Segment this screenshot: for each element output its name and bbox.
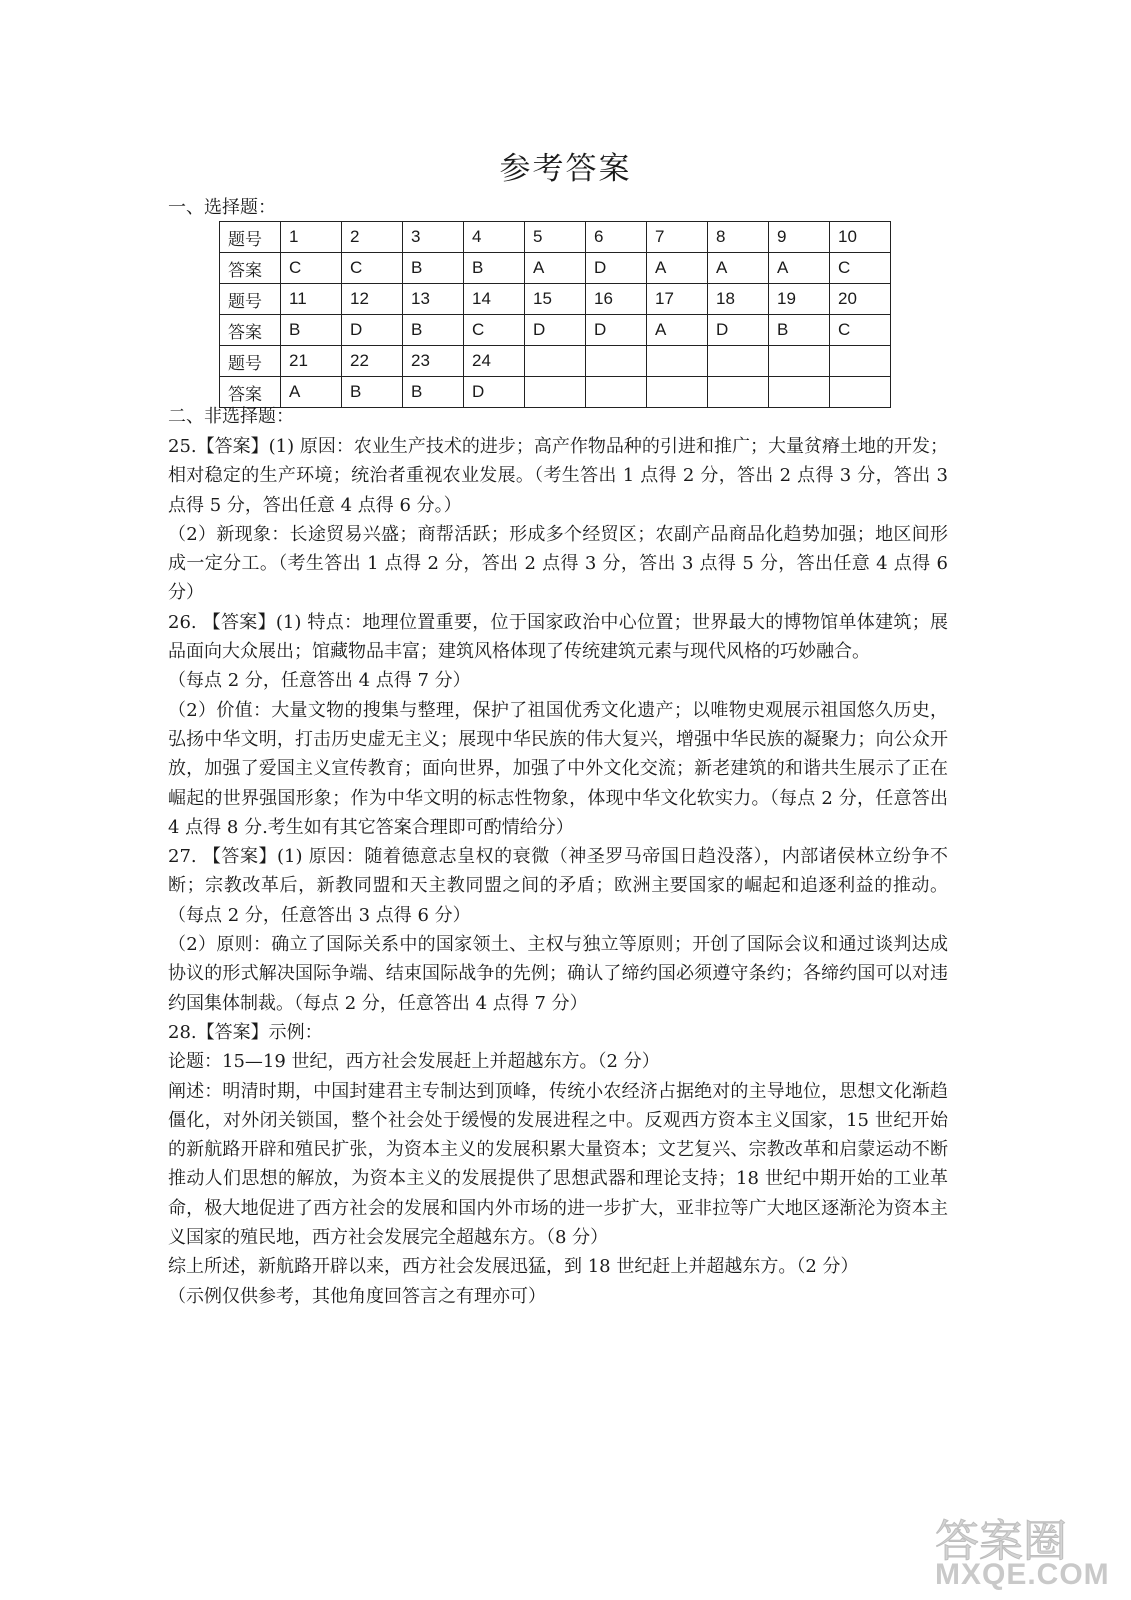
table-cell: 9: [769, 222, 830, 253]
paragraph-26-2: （2）价值：大量文物的搜集与整理，保护了祖国优秀文化遗产；以唯物史观展示祖国悠久历史，弘扬中华文明，打击历史虚无主义；展现中华民族的伟大复兴，增强中华民族的凝聚力；向公众开放，加强了爱国主义宣传教育；面向世界，加强了中外文化交流；新老建筑的和谐共生展示了正在崛起的世界强国形象；作为中华文明的标志性物象，体现中华文化软实力。（每点 2 分，任意答出 4 点得 8 分.考生如有其它答案合理即可酌情给分）: [168, 699, 948, 838]
table-cell: 24: [464, 346, 525, 377]
table-cell: 20: [830, 284, 891, 315]
table-cell: 21: [281, 346, 342, 377]
table-cell: D: [708, 315, 769, 346]
table-cell: 19: [769, 284, 830, 315]
table-cell: D: [464, 377, 525, 408]
table-cell: C: [830, 315, 891, 346]
table-row-header: 答案: [220, 377, 281, 408]
table-cell: 11: [281, 284, 342, 315]
paragraph-27-2: （2）原则：确立了国际关系中的国家领土、主权与独立等原则；开创了国际会议和通过谈判达成协议的形式解决国际争端、结束国际战争的先例；确认了缔约国必须遵守条约；各缔约国可以对违约国集体制裁。（每点 2 分，任意答出 4 点得 7 分）: [168, 934, 948, 1014]
table-cell: 5: [525, 222, 586, 253]
table-cell: 8: [708, 222, 769, 253]
table-cell: 10: [830, 222, 891, 253]
paragraph-28-argument: 阐述：明清时期，中国封建君主专制达到顶峰，传统小农经济占据绝对的主导地位，思想文化渐趋僵化，对外闭关锁国，整个社会处于缓慢的发展进程之中。反观西方资本主义国家，15 世纪开始的新航路开辟和殖民扩张，为资本主义的发展积累大量资本；文艺复兴、宗教改革和启蒙运动不断推动人们思想的解放，为资本主义的发展提供了思想武器和理论支持；18 世纪中期开始的工业革命，极大地促进了西方社会的发展和国内外市场的进一步扩大，亚非拉等广大地区逐渐沦为资本主义国家的殖民地，西方社会发展完全超越东方。（8 分）: [168, 1080, 948, 1249]
paragraph-26-1-score: （每点 2 分，任意答出 4 点得 7 分）: [168, 670, 471, 692]
table-cell: 2: [342, 222, 403, 253]
table-cell: C: [281, 253, 342, 284]
table-cell: 18: [708, 284, 769, 315]
table-cell: 12: [342, 284, 403, 315]
answer-table: [219, 221, 891, 408]
table-cell: 6: [586, 222, 647, 253]
table-row: [220, 377, 891, 408]
table-cell: [830, 346, 891, 377]
table-cell: 23: [403, 346, 464, 377]
table-row: [220, 346, 891, 377]
table-cell: C: [830, 253, 891, 284]
table-cell: C: [464, 315, 525, 346]
table-row: [220, 315, 891, 346]
table-cell: 13: [403, 284, 464, 315]
table-cell: [769, 377, 830, 408]
watermark-url: MXQE.COM: [935, 1558, 1110, 1591]
table-cell: 16: [586, 284, 647, 315]
page-title: 参考答案: [499, 151, 632, 187]
table-cell: D: [342, 315, 403, 346]
table-cell: [769, 346, 830, 377]
table-row-header: 题号: [220, 222, 281, 253]
table-row-header: 题号: [220, 284, 281, 315]
table-cell: D: [586, 253, 647, 284]
table-cell: 7: [647, 222, 708, 253]
table-cell: D: [525, 315, 586, 346]
table-cell: A: [525, 253, 586, 284]
table-cell: B: [464, 253, 525, 284]
section-heading-nonchoice: 二、非选择题：: [168, 406, 294, 427]
table-cell: B: [403, 377, 464, 408]
svg-text:答案圈: 答案圈: [935, 1516, 1067, 1567]
table-cell: B: [403, 315, 464, 346]
table-cell: [830, 377, 891, 408]
table-row: [220, 284, 891, 315]
table-cell: [525, 377, 586, 408]
paragraph-26-1: 26. 【答案】(1) 特点：地理位置重要，位于国家政治中心位置；世界最大的博物馆单体建筑；展品面向大众展出；馆藏物品丰富；建筑风格体现了传统建筑元素与现代风格的巧妙融合。: [168, 611, 948, 663]
table-cell: 4: [464, 222, 525, 253]
table-row-header: 答案: [220, 315, 281, 346]
table-cell: 1: [281, 222, 342, 253]
paragraph-25-2: （2）新现象：长途贸易兴盛；商帮活跃；形成多个经贸区；农副产品商品化趋势加强；地区间形成一定分工。（考生答出 1 点得 2 分，答出 2 点得 3 分，答出 3 点得 5 分，答出任意 4 点得 6 分）: [168, 523, 948, 604]
answer-body: [168, 432, 948, 1311]
table-cell: B: [403, 253, 464, 284]
table-cell: 17: [647, 284, 708, 315]
table-cell: 22: [342, 346, 403, 377]
table-cell: B: [281, 315, 342, 346]
table-cell: B: [342, 377, 403, 408]
table-cell: C: [342, 253, 403, 284]
table-cell: A: [708, 253, 769, 284]
table-row-header: 题号: [220, 346, 281, 377]
table-cell: [525, 346, 586, 377]
table-row-header: 答案: [220, 253, 281, 284]
table-cell: [647, 346, 708, 377]
paragraph-28-header: 28.【答案】示例：: [168, 1021, 323, 1043]
table-cell: [708, 346, 769, 377]
table-cell: B: [769, 315, 830, 346]
table-cell: A: [647, 253, 708, 284]
paragraph-25-1: 25.【答案】(1) 原因：农业生产技术的进步；高产作物品种的引进和推广；大量贫瘠土地的开发；相对稳定的生产环境；统治者重视农业发展。（考生答出 1 点得 2 分，答出 2 点得 3 分，答出 3 点得 5 分，答出任意 4 点得 6 分。）: [168, 436, 948, 516]
paragraph-28-conclusion: 综上所述，新航路开辟以来，西方社会发展迅猛，到 18 世纪赶上并超越东方。（2 分）: [168, 1256, 859, 1278]
table-cell: D: [586, 315, 647, 346]
table-cell: A: [769, 253, 830, 284]
table-cell: 15: [525, 284, 586, 315]
table-cell: [586, 346, 647, 377]
table-cell: 3: [403, 222, 464, 253]
paragraph-28-note: （示例仅供参考，其他角度回答言之有理亦可）: [168, 1285, 546, 1307]
table-cell: A: [647, 315, 708, 346]
table-cell: 14: [464, 284, 525, 315]
table-row: [220, 253, 891, 284]
paragraph-27-1: 27. 【答案】(1) 原因：随着德意志皇权的衰微（神圣罗马帝国日趋没落），内部诸侯林立纷争不断；宗教改革后，新教同盟和天主教同盟之间的矛盾；欧洲主要国家的崛起和追逐利益的推动。（每点 2 分，任意答出 3 点得 6 分）: [168, 846, 948, 926]
table-row: [220, 222, 891, 253]
table-cell: A: [281, 377, 342, 408]
table-cell: [586, 377, 647, 408]
table-cell: [647, 377, 708, 408]
paragraph-28-thesis: 论题：15—19 世纪，西方社会发展赶上并超越东方。（2 分）: [168, 1051, 660, 1073]
section-heading-choice: 一、选择题：: [168, 197, 276, 218]
table-cell: [708, 377, 769, 408]
